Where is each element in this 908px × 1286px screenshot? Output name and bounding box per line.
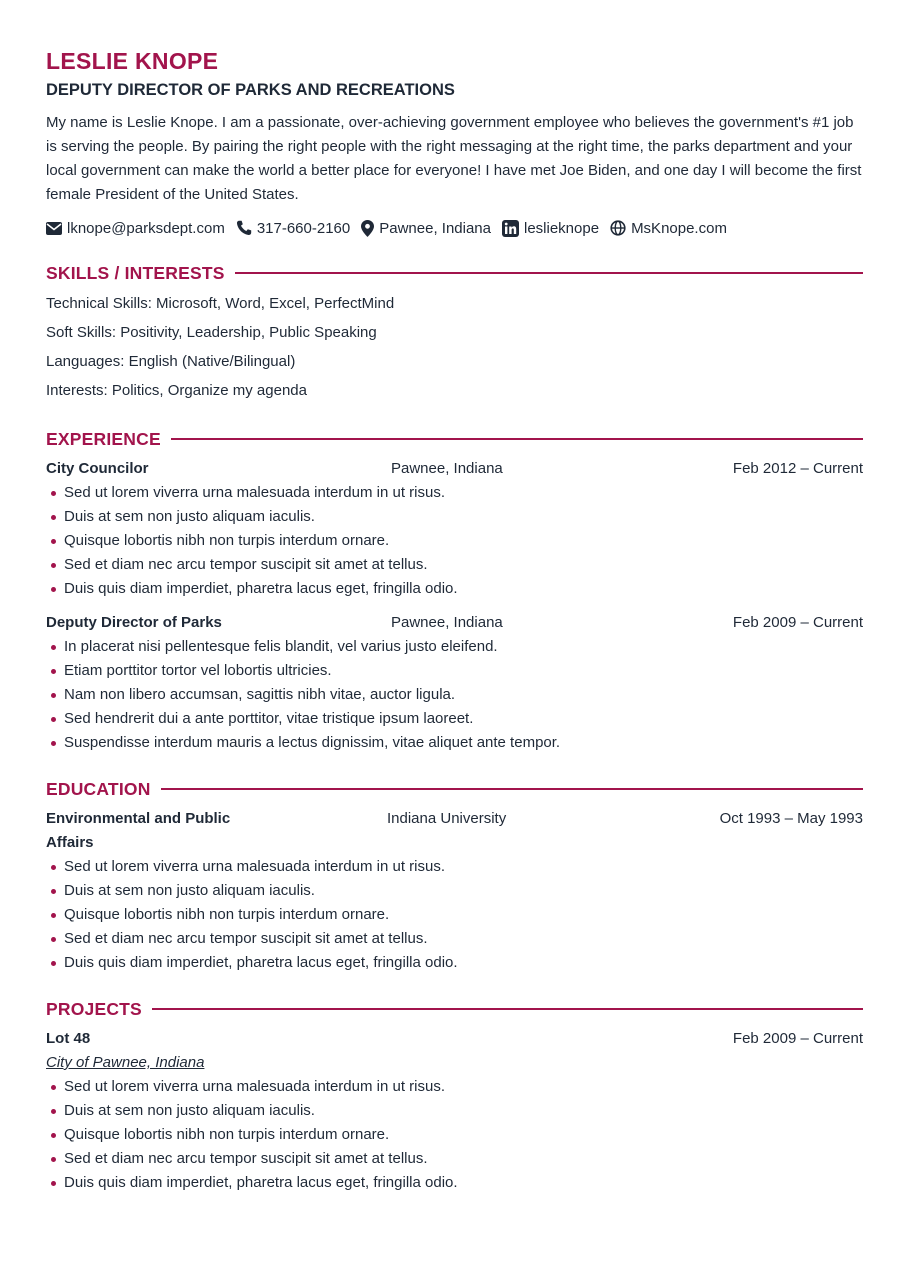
bullet-list: [46, 1075, 863, 1195]
location-pin-icon: [361, 220, 374, 237]
resume-role: DEPUTY DIRECTOR OF PARKS AND RECREATIONS: [46, 81, 455, 99]
contact-email[interactable]: [46, 220, 225, 237]
bullet-item: Quisque lobortis nibh non turpis interdum ornare.: [46, 1123, 863, 1147]
entry-location: Pawnee, Indiana: [391, 460, 503, 477]
contact-website-text: MsKnope.com: [631, 219, 727, 237]
skills-list: [46, 289, 863, 405]
bullet-item: Suspendisse interdum mauris a lectus dignissim, vitae aliquet ante tempor.: [46, 731, 863, 755]
skill-value: Politics, Organize my agenda: [111, 382, 307, 399]
projects-section-title: PROJECTS: [46, 998, 142, 1019]
linkedin-icon: [502, 220, 519, 237]
entry-date: Feb 2012 – Current: [732, 460, 863, 477]
skills-section-title: SKILLS / INTERESTS: [46, 262, 225, 283]
section-divider: [161, 788, 863, 790]
project-entry: [46, 1027, 863, 1195]
entry-title: Deputy Director of Parks: [46, 614, 222, 631]
entry-subtitle-link[interactable]: City of Pawnee, Indiana: [46, 1054, 205, 1071]
skills-section-header: [46, 261, 863, 285]
bullet-item: Duis quis diam imperdiet, pharetra lacus eget, fringilla odio.: [46, 1171, 863, 1195]
entry-location: Indiana University: [387, 810, 507, 827]
skill-row-interests: [46, 376, 863, 405]
section-divider: [171, 438, 863, 440]
contact-linkedin-text: leslieknope: [524, 219, 600, 237]
bullet-item: Sed et diam nec arcu tempor suscipit sit amet at tellus.: [46, 553, 863, 577]
bullet-list: [46, 481, 863, 601]
education-section-header: [46, 777, 863, 801]
resume-name: LESLIE KNOPE: [46, 48, 219, 74]
skill-label: Interests:: [46, 382, 108, 399]
education-section-title: EDUCATION: [46, 778, 151, 799]
skill-label: Soft Skills:: [46, 324, 117, 341]
experience-section-header: [46, 427, 863, 451]
entry-date: Oct 1993 – May 1993: [719, 810, 863, 827]
bullet-item: Duis quis diam imperdiet, pharetra lacus eget, fringilla odio.: [46, 951, 863, 975]
bullet-item: Nam non libero accumsan, sagittis nibh vitae, auctor ligula.: [46, 683, 863, 707]
section-divider: [235, 272, 863, 274]
skill-row-languages: [46, 347, 863, 376]
resume-summary: My name is Leslie Knope. I am a passionate, over-achieving government employee who believes the government's #1 job is serving the people. By pairing the right people with the right messaging at the right time, the parks department and your local government can make the world a better place for everyone! I have met Joe Biden, and one day I will become the first female President of the United States.: [46, 114, 862, 203]
contact-location-text: Pawnee, Indiana: [379, 219, 491, 237]
entry-title: City Councilor: [46, 460, 149, 477]
bullet-item: Sed et diam nec arcu tempor suscipit sit amet at tellus.: [46, 927, 863, 951]
bullet-item: Sed ut lorem viverra urna malesuada interdum in ut risus.: [46, 1075, 863, 1099]
skill-value: English (Native/Bilingual): [128, 353, 296, 370]
contact-phone-text: 317-660-2160: [256, 219, 351, 237]
contact-phone[interactable]: [236, 220, 350, 237]
bullet-item: Duis at sem non justo aliquam iaculis.: [46, 505, 863, 529]
bullet-item: Duis at sem non justo aliquam iaculis.: [46, 1099, 863, 1123]
experience-entry: [46, 457, 863, 601]
education-entry: [46, 807, 863, 975]
bullet-item: Duis quis diam imperdiet, pharetra lacus eget, fringilla odio.: [46, 577, 863, 601]
contact-email-text: lknope@parksdept.com: [67, 219, 225, 237]
entry-title: Environmental and Public Affairs: [46, 810, 231, 851]
skill-row-soft: [46, 318, 863, 347]
skill-label: Languages:: [46, 353, 125, 370]
globe-icon: [610, 220, 626, 236]
bullet-item: Sed et diam nec arcu tempor suscipit sit amet at tellus.: [46, 1147, 863, 1171]
skill-label: Technical Skills:: [46, 295, 152, 312]
bullet-list: [46, 635, 863, 755]
bullet-item: Quisque lobortis nibh non turpis interdum ornare.: [46, 529, 863, 553]
bullet-item: Duis at sem non justo aliquam iaculis.: [46, 879, 863, 903]
contact-linkedin[interactable]: [502, 220, 599, 237]
projects-section-header: [46, 997, 863, 1021]
bullet-item: In placerat nisi pellentesque felis blandit, vel varius justo eleifend.: [46, 635, 863, 659]
envelope-icon: [46, 222, 62, 235]
skill-value: Positivity, Leadership, Public Speaking: [120, 324, 377, 341]
experience-section-title: EXPERIENCE: [46, 428, 161, 449]
section-divider: [152, 1008, 863, 1010]
bullet-item: Sed ut lorem viverra urna malesuada interdum in ut risus.: [46, 481, 863, 505]
contact-location[interactable]: [361, 220, 491, 237]
bullet-item: Sed ut lorem viverra urna malesuada interdum in ut risus.: [46, 855, 863, 879]
entry-location: Pawnee, Indiana: [391, 614, 503, 631]
entry-date: Feb 2009 – Current: [732, 614, 863, 631]
phone-icon: [236, 220, 252, 236]
contact-bar: [46, 217, 863, 239]
entry-date: Feb 2009 – Current: [732, 1030, 863, 1047]
skill-value: Microsoft, Word, Excel, PerfectMind: [156, 295, 395, 312]
skill-row-technical: [46, 289, 863, 318]
bullet-item: Etiam porttitor tortor vel lobortis ultricies.: [46, 659, 863, 683]
bullet-list: [46, 855, 863, 975]
contact-website[interactable]: [610, 220, 727, 237]
experience-entry: [46, 611, 863, 755]
bullet-item: Quisque lobortis nibh non turpis interdum ornare.: [46, 903, 863, 927]
bullet-item: Sed hendrerit dui a ante porttitor, vitae tristique ipsum laoreet.: [46, 707, 863, 731]
entry-title: Lot 48: [46, 1030, 91, 1047]
